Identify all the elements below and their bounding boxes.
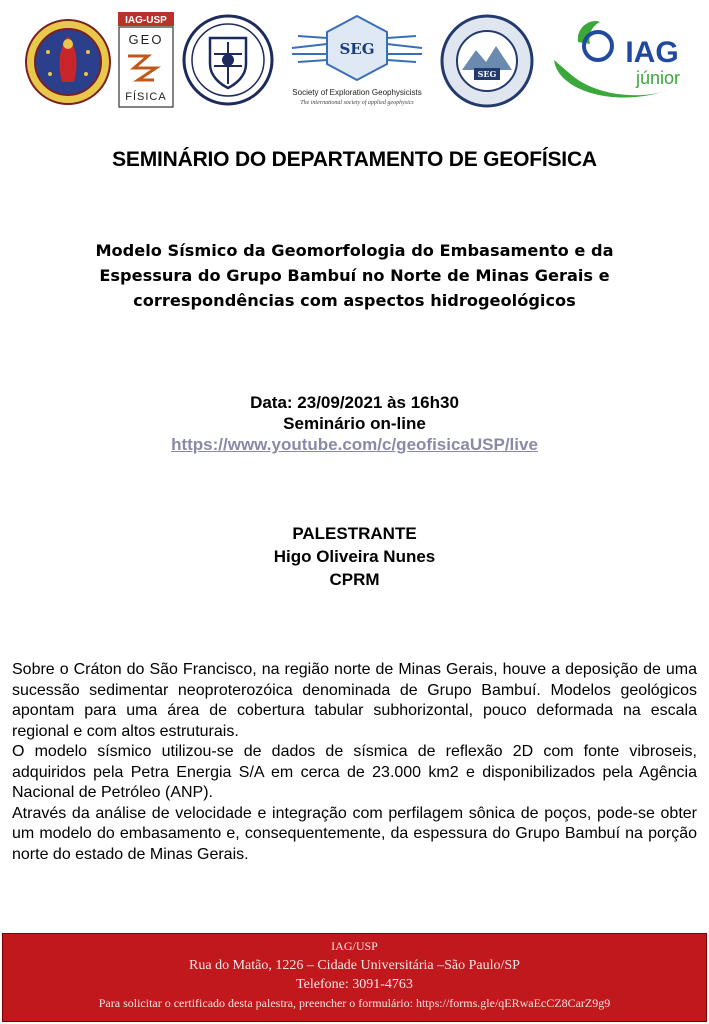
footer-certificate-note: Para solicitar o certificado desta palestra, preencher o formulário: https://forms.gle/qERwaEcCZ8CarZ9g9 xyxy=(98,996,611,1010)
talk-title-line: correspondências com aspectos hidrogeológicos xyxy=(133,291,576,310)
abstract-paragraph: O modelo sísmico utilizou-se de dados de sísmica de reflexão 2D com fonte vibroseis, adquiridos pela Petra Energia S/A em cerca de 23.000 km2 e disponibilizados pela Agência Nacional de Petróleo (ANP). xyxy=(12,743,697,801)
abstract xyxy=(12,660,697,865)
iag-usp-geofisica-logo xyxy=(118,12,174,108)
svg-text:IAG: IAG xyxy=(625,36,679,69)
footer-banner xyxy=(2,933,707,1022)
event-date: Data: 23/09/2021 às 16h30 xyxy=(250,393,459,412)
footer-phone: Telefone: 3091-4763 xyxy=(296,977,413,992)
speaker-name: Higo Oliveira Nunes xyxy=(273,547,436,566)
seg-logo xyxy=(284,14,430,110)
svg-text:GEO: GEO xyxy=(128,32,164,47)
university-shield-seal-logo xyxy=(180,14,276,106)
svg-text:SEG: SEG xyxy=(477,69,497,79)
footer-address: Rua do Matão, 1226 – Cidade Universitária –São Paulo/SP xyxy=(189,958,520,973)
youtube-live-link[interactable]: https://www.youtube.com/c/geofisicaUSP/live xyxy=(171,435,538,454)
page-title: SEMINÁRIO DO DEPARTAMENTO DE GEOFÍSICA xyxy=(112,148,597,171)
speaker-organization: CPRM xyxy=(329,570,380,589)
laboratory-seal-logo xyxy=(24,18,112,106)
speaker-heading: PALESTRANTE xyxy=(292,524,417,543)
svg-text:SEG: SEG xyxy=(339,40,375,58)
iag-junior-logo xyxy=(548,12,704,108)
talk-title xyxy=(20,238,689,313)
event-info xyxy=(0,392,709,455)
logo-bar xyxy=(0,8,709,108)
event-mode: Seminário on-line xyxy=(283,414,426,433)
svg-text:júnior: júnior xyxy=(635,68,681,88)
abstract-paragraph: Sobre o Cráton do São Francisco, na região norte de Minas Gerais, houve a deposição de uma sucessão sedimentar neoproterozóica denominada de Grupo Bambuí. Modelos geológicos apontam para uma área de cobertura tabular subhorizontal, pouco deformada na escala regional e com altos estruturais. xyxy=(12,661,697,740)
footer-organization: IAG/USP xyxy=(331,939,378,953)
student-chapter-seal-logo xyxy=(440,14,534,108)
speaker-block xyxy=(0,522,709,591)
svg-text:IAG-USP: IAG-USP xyxy=(125,15,167,26)
svg-text:The international society of a: The international society of applied geophysics xyxy=(300,100,414,106)
svg-text:FÍSICA: FÍSICA xyxy=(125,91,167,103)
svg-text:Society of Exploration Geophys: Society of Exploration Geophysicists xyxy=(292,88,422,97)
talk-title-line: Espessura do Grupo Bambuí no Norte de Minas Gerais e xyxy=(99,266,610,285)
talk-title-line: Modelo Sísmico da Geomorfologia do Embasamento e da xyxy=(95,241,614,260)
abstract-paragraph: Através da análise de velocidade e integração com perfilagem sônica de poços, pode-se obter um modelo do embasamento e, consequentemente, da espessura do Grupo Bambuí na porção norte do estado de Minas Gerais. xyxy=(12,804,697,863)
